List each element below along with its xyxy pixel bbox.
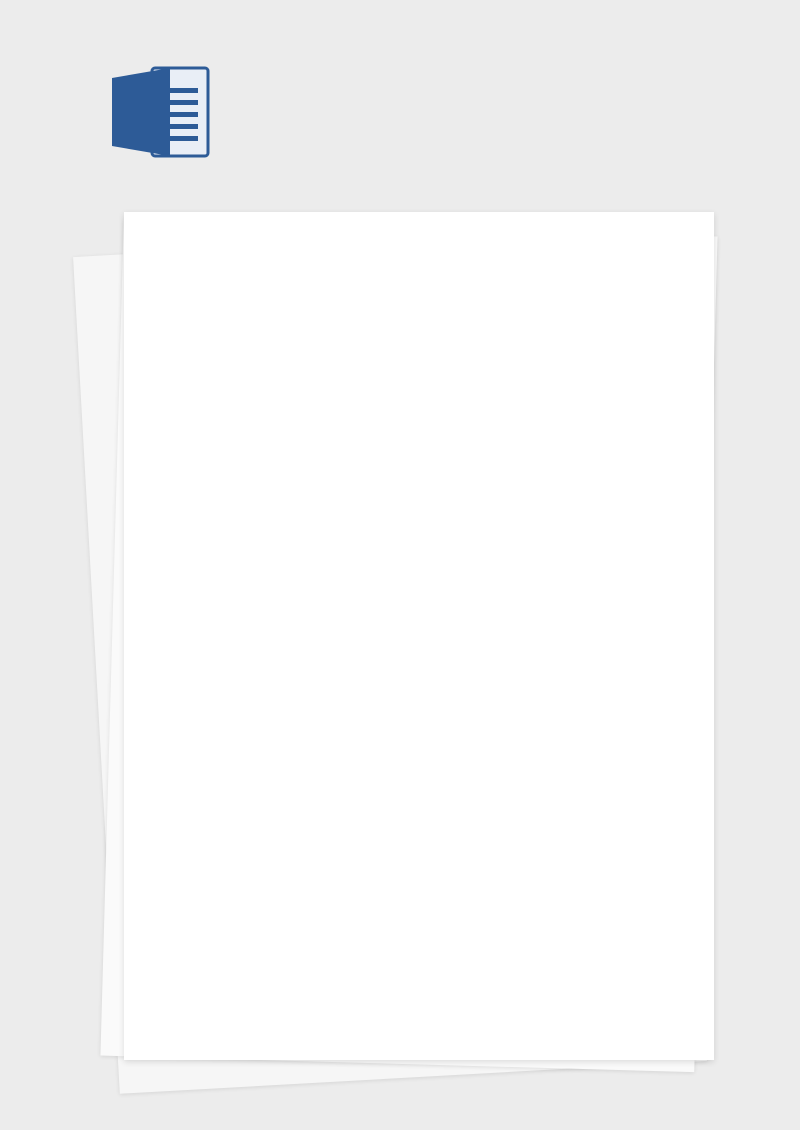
word-document-icon	[108, 62, 212, 162]
document-page	[124, 212, 714, 1060]
